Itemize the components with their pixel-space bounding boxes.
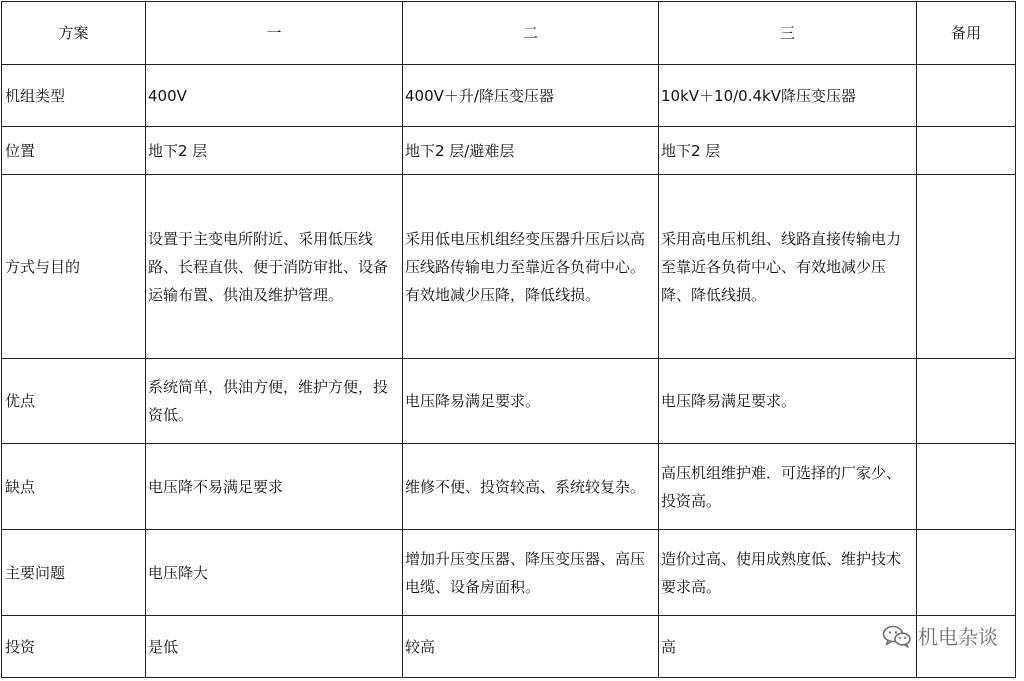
table-cell: 高 bbox=[659, 616, 917, 678]
table-cell: 维修不便、投资较高、系统较复杂。 bbox=[403, 444, 659, 530]
watermark-text: 机电杂谈 bbox=[918, 625, 998, 649]
table-row bbox=[2, 530, 1016, 616]
table-cell: 采用低电压机组经变压器升压后以高压线路传输电力至靠近各负荷中心。有效地减少压降，降低线损。 bbox=[403, 175, 659, 359]
comparison-table bbox=[1, 1, 1016, 678]
spare-cell bbox=[917, 359, 1016, 444]
table-cell: 较高 bbox=[403, 616, 659, 678]
table-cell: 增加升压变压器、降压变压器、高压电缆、设备房面积。 bbox=[403, 530, 659, 616]
header-option-1: 一 bbox=[146, 2, 403, 65]
header-option-3: 三 bbox=[659, 2, 917, 65]
table-cell: 400V bbox=[146, 65, 403, 127]
table-cell: 造价过高、使用成熟度低、维护技术要求高。 bbox=[659, 530, 917, 616]
table-cell: 采用高电压机组、线路直接传输电力至靠近各负荷中心、有效地减少压降、降低线损。 bbox=[659, 175, 917, 359]
table-row bbox=[2, 65, 1016, 127]
row-label: 主要问题 bbox=[2, 530, 146, 616]
table-cell: 电压降不易满足要求 bbox=[146, 444, 403, 530]
table-row bbox=[2, 359, 1016, 444]
spare-cell bbox=[917, 444, 1016, 530]
header-spare: 备用 bbox=[917, 2, 1016, 65]
spare-cell bbox=[917, 127, 1016, 175]
header-label-cell: 方案 bbox=[2, 2, 146, 65]
row-label: 机组类型 bbox=[2, 65, 146, 127]
table-row bbox=[2, 175, 1016, 359]
table-cell: 10kV＋10/0.4kV降压变压器 bbox=[659, 65, 917, 127]
table-cell: 电压降大 bbox=[146, 530, 403, 616]
table-row bbox=[2, 444, 1016, 530]
header-row bbox=[2, 2, 1016, 65]
table-cell: 是低 bbox=[146, 616, 403, 678]
row-label: 位置 bbox=[2, 127, 146, 175]
wechat-icon bbox=[882, 624, 912, 648]
header-option-2: 二 bbox=[403, 2, 659, 65]
row-label: 优点 bbox=[2, 359, 146, 444]
table-row bbox=[2, 616, 1016, 678]
row-label: 缺点 bbox=[2, 444, 146, 530]
spare-cell bbox=[917, 530, 1016, 616]
table-cell: 400V＋升/降压变压器 bbox=[403, 65, 659, 127]
table-cell: 地下2 层/避难层 bbox=[403, 127, 659, 175]
table-cell: 设置于主变电所附近、采用低压线路、长程直供、便于消防审批、设备运输布置、供油及维护管理。 bbox=[146, 175, 403, 359]
table-cell: 高压机组维护难．可选择的厂家少、投资高。 bbox=[659, 444, 917, 530]
table-row bbox=[2, 127, 1016, 175]
table-cell: 地下2 层 bbox=[659, 127, 917, 175]
table-cell: 电压降易满足要求。 bbox=[403, 359, 659, 444]
row-label: 投资 bbox=[2, 616, 146, 678]
spare-cell bbox=[917, 65, 1016, 127]
table-cell: 地下2 层 bbox=[146, 127, 403, 175]
spare-cell bbox=[917, 175, 1016, 359]
row-label: 方式与目的 bbox=[2, 175, 146, 359]
table-cell: 电压降易满足要求。 bbox=[659, 359, 917, 444]
table-cell: 系统简单，供油方便，维护方便，投资低。 bbox=[146, 359, 403, 444]
watermark bbox=[882, 621, 998, 650]
